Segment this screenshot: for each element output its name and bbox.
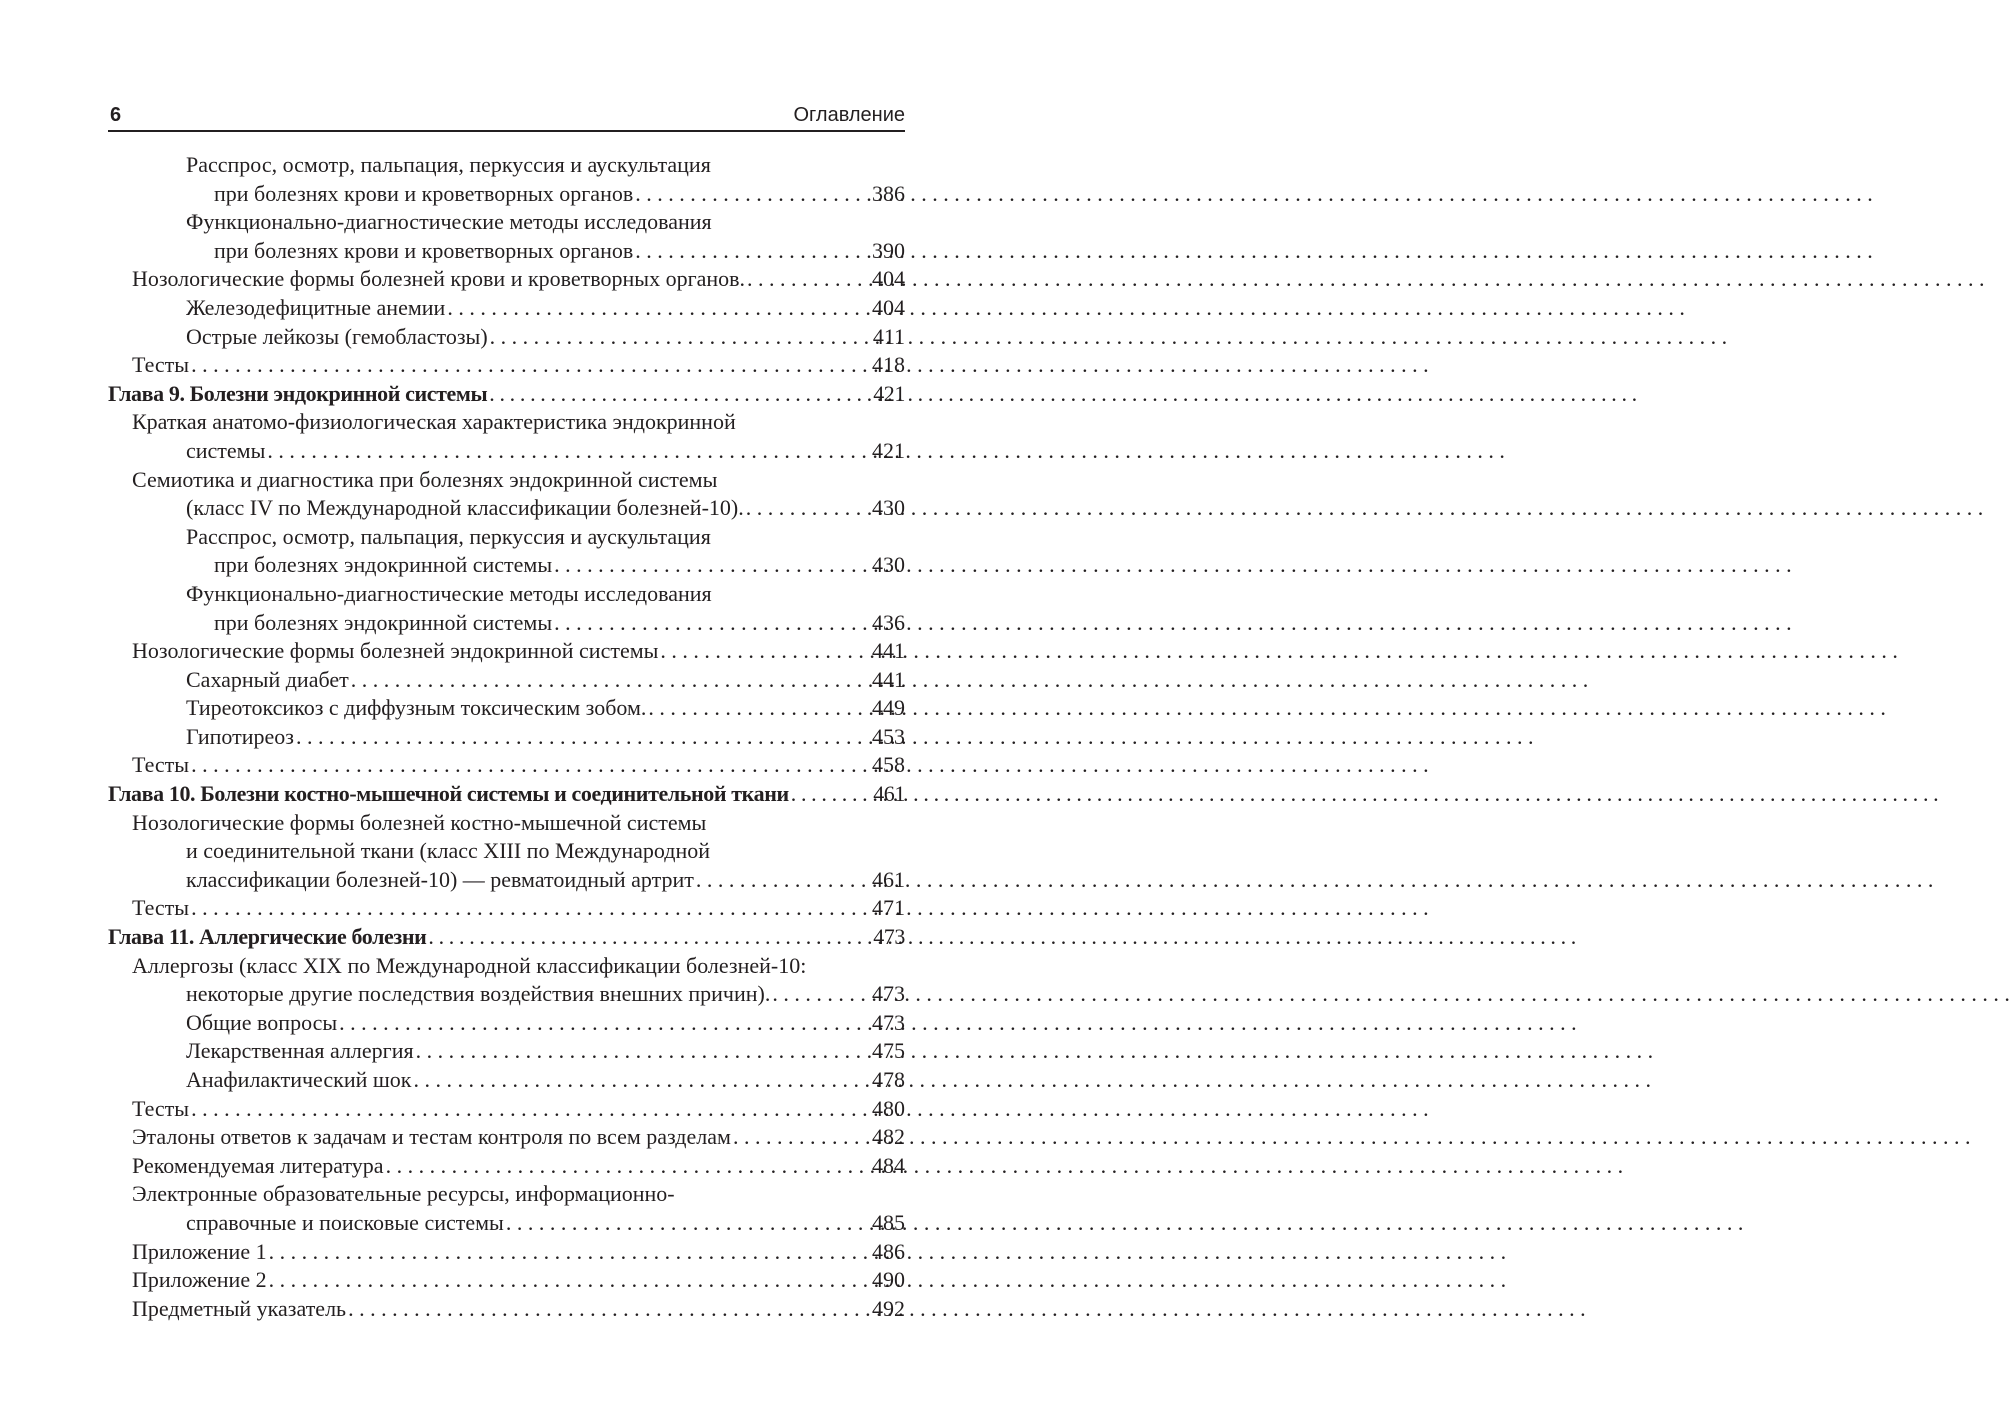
toc-page-number: 453 bbox=[872, 723, 905, 749]
toc-page-number: 430 bbox=[872, 552, 905, 578]
toc-entry-title: Семиотика и диагностика при болезнях эндокринной системы bbox=[132, 466, 718, 492]
toc-entry bbox=[108, 952, 905, 981]
dot-leader bbox=[348, 1295, 870, 1324]
toc-page-number: 478 bbox=[872, 1067, 905, 1092]
toc-entry-title: Приложение 1 bbox=[132, 1238, 267, 1264]
toc-entry-title: Тесты bbox=[132, 352, 190, 378]
running-title: Оглавление bbox=[793, 104, 905, 126]
toc-entry bbox=[108, 580, 905, 609]
toc-entry bbox=[108, 294, 905, 323]
toc-page-number: 411 bbox=[872, 323, 905, 349]
toc-entry bbox=[108, 980, 905, 1009]
dot-leader bbox=[269, 1266, 870, 1295]
toc-page-number: 421 bbox=[873, 380, 905, 406]
toc-entry bbox=[108, 1238, 905, 1267]
toc-entry-title: Функционально-диагностические методы исследования bbox=[186, 580, 712, 606]
toc-entry-title: при болезнях эндокринной системы bbox=[214, 552, 553, 578]
table-of-contents bbox=[108, 151, 905, 1323]
toc-entry bbox=[108, 809, 905, 838]
dot-leader bbox=[791, 780, 871, 809]
toc-page-number: 475 bbox=[872, 1038, 905, 1064]
toc-entry bbox=[108, 151, 905, 180]
dot-leader bbox=[428, 923, 871, 952]
toc-page-number: 390 bbox=[872, 237, 905, 263]
dot-leader bbox=[747, 265, 870, 294]
toc-entry-title: Аллергозы (класс XIX по Международной классификации болезней-10: bbox=[132, 952, 807, 978]
dot-leader bbox=[635, 237, 870, 266]
dot-leader bbox=[414, 1066, 871, 1095]
toc-entry bbox=[108, 694, 905, 723]
toc-entry-title: Расспрос, осмотр, пальпация, перкуссия и аускультация bbox=[186, 523, 711, 549]
toc-entry bbox=[108, 1295, 905, 1324]
toc-entry bbox=[108, 323, 905, 352]
toc-page-number: 473 bbox=[872, 981, 905, 1007]
toc-entry-title: системы bbox=[186, 437, 266, 463]
toc-entry-title: Электронные образовательные ресурсы, информационно- bbox=[132, 1181, 675, 1207]
toc-entry bbox=[108, 894, 905, 923]
toc-page-number: 404 bbox=[872, 294, 905, 320]
toc-entry bbox=[108, 466, 905, 495]
toc-page-number: 461 bbox=[872, 866, 905, 892]
toc-entry-title: некоторые другие последствия воздействия внешних причин). bbox=[186, 981, 771, 1007]
toc-entry bbox=[108, 180, 905, 209]
toc-entry-title: Глава 11. Аллергические болезни bbox=[108, 924, 427, 950]
toc-page-number: 473 bbox=[873, 924, 905, 950]
toc-page-number: 458 bbox=[872, 752, 905, 778]
toc-page-number: 473 bbox=[872, 1009, 905, 1035]
dot-leader bbox=[733, 1123, 870, 1152]
dot-leader bbox=[696, 866, 870, 895]
toc-entry-title: Нозологические формы болезней костно-мышечной системы bbox=[132, 809, 707, 835]
toc-entry-title: при болезнях крови и кроветворных органов bbox=[214, 180, 634, 206]
dot-leader bbox=[554, 609, 870, 638]
dot-leader bbox=[191, 351, 870, 380]
toc-entry bbox=[108, 551, 905, 580]
dot-leader bbox=[746, 494, 870, 523]
toc-entry-title: Тесты bbox=[132, 1095, 190, 1121]
dot-leader bbox=[447, 294, 870, 323]
toc-entry bbox=[108, 408, 905, 437]
toc-page-number: 471 bbox=[872, 895, 905, 921]
toc-entry bbox=[108, 637, 905, 666]
dot-leader bbox=[191, 751, 870, 780]
toc-entry bbox=[108, 1209, 905, 1238]
toc-entry bbox=[108, 837, 905, 866]
toc-entry-title: Глава 10. Болезни костно-мышечной системы и соединительной ткани bbox=[108, 781, 789, 807]
toc-entry bbox=[108, 1123, 905, 1152]
toc-entry-title: Расспрос, осмотр, пальпация, перкуссия и аускультация bbox=[186, 152, 711, 177]
toc-entry-title: при болезнях эндокринной системы bbox=[214, 609, 553, 635]
dot-leader bbox=[386, 1152, 870, 1181]
toc-page-number: 386 bbox=[872, 180, 905, 206]
toc-page-number: 486 bbox=[872, 1238, 905, 1264]
dot-leader bbox=[635, 180, 870, 209]
toc-page-number: 441 bbox=[872, 638, 905, 664]
toc-chapter-entry bbox=[108, 380, 905, 409]
toc-entry bbox=[108, 1266, 905, 1295]
dot-leader bbox=[191, 1095, 870, 1124]
toc-page-number: 482 bbox=[872, 1124, 905, 1150]
toc-page-number: 480 bbox=[872, 1095, 905, 1121]
page-number: 6 bbox=[110, 104, 122, 126]
toc-entry-title: Острые лейкозы (гемобластозы) bbox=[186, 323, 488, 349]
toc-entry-title: Тесты bbox=[132, 752, 190, 778]
toc-entry-title: при болезнях крови и кроветворных органов bbox=[214, 237, 634, 263]
toc-entry-title: Нозологические формы болезней крови и кроветворных органов. bbox=[132, 266, 746, 292]
toc-entry-title: Сахарный диабет bbox=[186, 666, 349, 692]
toc-entry-title: Тесты bbox=[132, 895, 190, 921]
toc-entry bbox=[108, 1152, 905, 1181]
toc-entry bbox=[108, 265, 905, 294]
dot-leader bbox=[416, 1037, 870, 1066]
toc-page-number: 441 bbox=[872, 666, 905, 692]
toc-entry bbox=[108, 494, 905, 523]
toc-chapter-entry bbox=[108, 780, 905, 809]
toc-chapter-entry bbox=[108, 923, 905, 952]
dot-leader bbox=[267, 437, 870, 466]
dot-leader bbox=[506, 1209, 870, 1238]
running-header bbox=[108, 100, 905, 132]
dot-leader bbox=[296, 723, 870, 752]
toc-entry-title: Приложение 2 bbox=[132, 1267, 267, 1293]
toc-entry bbox=[108, 751, 905, 780]
toc-entry-title: Общие вопросы bbox=[186, 1009, 338, 1035]
dot-leader bbox=[772, 980, 870, 1009]
toc-entry-title: Функционально-диагностические методы исследования bbox=[186, 209, 712, 235]
toc-entry-title: Глава 9. Болезни эндокринной системы bbox=[108, 380, 488, 406]
toc-entry-title: Железодефицитные анемии bbox=[186, 294, 446, 320]
dot-leader bbox=[269, 1238, 870, 1267]
dot-leader bbox=[554, 551, 870, 580]
toc-entry bbox=[108, 437, 905, 466]
toc-entry-title: Анафилактический шок bbox=[186, 1067, 412, 1092]
toc-page-number: 449 bbox=[872, 695, 905, 721]
toc-entry bbox=[108, 866, 905, 895]
toc-page-number: 461 bbox=[873, 781, 905, 807]
dot-leader bbox=[660, 637, 870, 666]
toc-entry bbox=[108, 666, 905, 695]
toc-page-number: 490 bbox=[872, 1267, 905, 1293]
toc-entry-title: Краткая анатомо-физиологическая характеристика эндокринной bbox=[132, 409, 736, 435]
toc-page-number: 418 bbox=[872, 352, 905, 378]
toc-entry-title: Тиреотоксикоз с диффузным токсическим зобом. bbox=[186, 695, 647, 721]
toc-page-number: 430 bbox=[872, 495, 905, 521]
dot-leader bbox=[191, 894, 870, 923]
dot-leader bbox=[490, 323, 871, 352]
toc-entry-title: Нозологические формы болезней эндокринной системы bbox=[132, 638, 659, 664]
toc-entry-title: справочные и поисковые системы bbox=[186, 1209, 504, 1235]
toc-entry bbox=[108, 1009, 905, 1038]
toc-page-number: 492 bbox=[872, 1295, 905, 1321]
toc-entry bbox=[108, 351, 905, 380]
toc-entry bbox=[108, 523, 905, 552]
toc-entry-title: Предметный указатель bbox=[132, 1295, 347, 1321]
toc-entry-title: Рекомендуемая литература bbox=[132, 1152, 384, 1178]
toc-entry bbox=[108, 609, 905, 638]
toc-entry bbox=[108, 1180, 905, 1209]
toc-page-number: 485 bbox=[872, 1209, 905, 1235]
toc-page-number: 404 bbox=[872, 266, 905, 292]
toc-entry-title: Гипотиреоз bbox=[186, 723, 294, 749]
dot-leader bbox=[648, 694, 870, 723]
dot-leader bbox=[489, 380, 871, 409]
toc-entry-title: Эталоны ответов к задачам и тестам контроля по всем разделам bbox=[132, 1124, 731, 1150]
dot-leader bbox=[351, 666, 870, 695]
toc-page-number: 436 bbox=[872, 609, 905, 635]
toc-entry bbox=[108, 1037, 905, 1066]
toc-entry-title: Лекарственная аллергия bbox=[186, 1038, 414, 1064]
toc-entry bbox=[108, 723, 905, 752]
toc-entry-title: (класс IV по Международной классификации болезней-10). bbox=[186, 495, 744, 521]
toc-entry-title: и соединительной ткани (класс XIII по Международной bbox=[186, 838, 711, 864]
dot-leader bbox=[339, 1009, 870, 1038]
toc-entry bbox=[108, 237, 905, 266]
toc-page-number: 421 bbox=[872, 437, 905, 463]
toc-page-number: 484 bbox=[872, 1152, 905, 1178]
toc-entry bbox=[108, 1066, 905, 1095]
toc-entry-title: классификации болезней-10) — ревматоидный артрит bbox=[186, 866, 694, 892]
toc-entry bbox=[108, 208, 905, 237]
toc-entry bbox=[108, 1095, 905, 1124]
